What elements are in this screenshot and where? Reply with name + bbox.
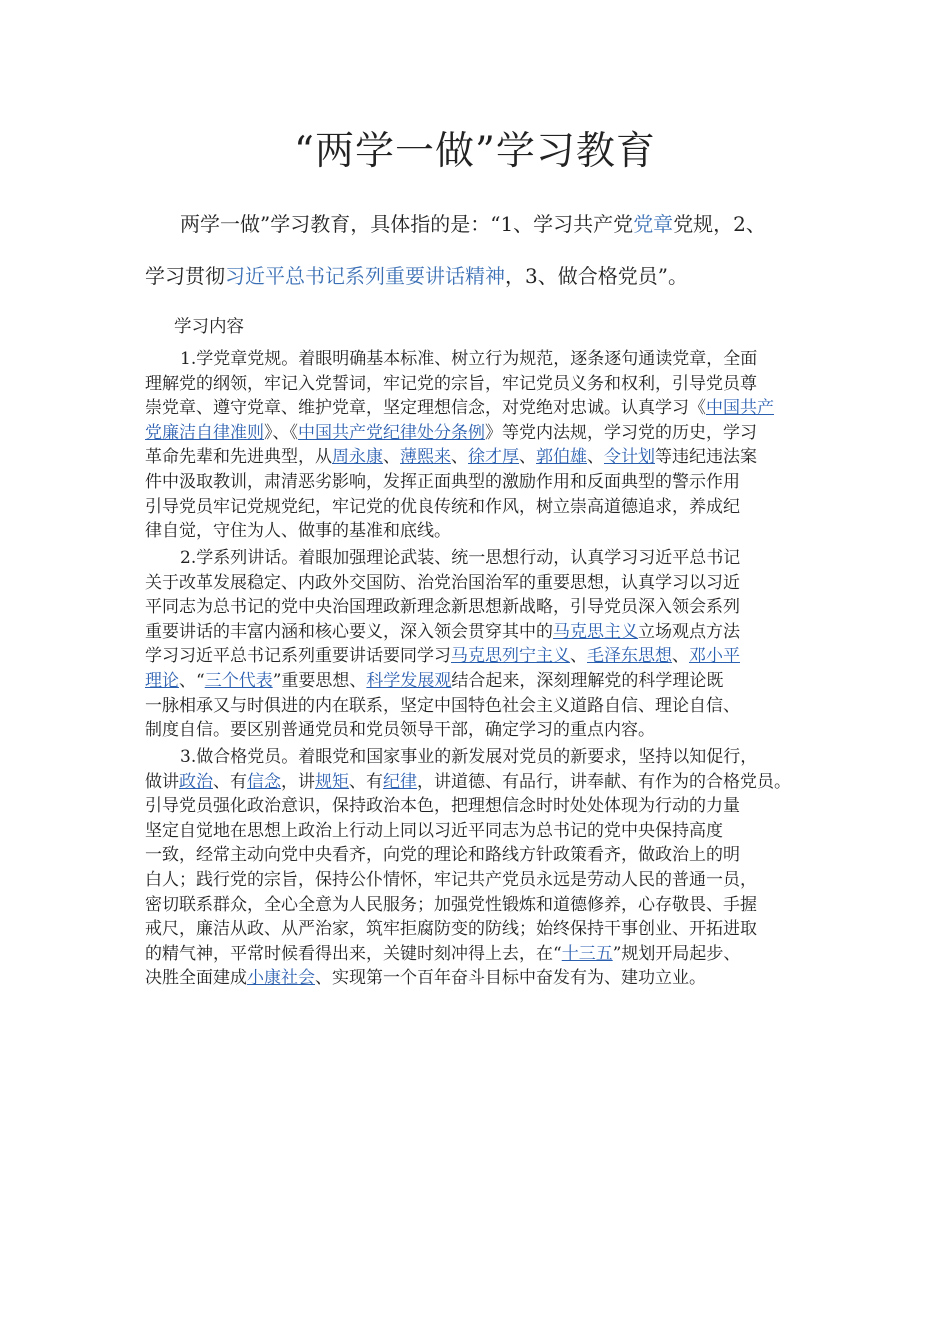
intro-keyword-link[interactable]: 习近平总书记系列重要讲话精神 bbox=[225, 264, 505, 288]
text-run: 戒尺，廉洁从政、从严治家，筑牢拒腐防变的防线；始终保持干事创业、开拓进取 bbox=[145, 919, 757, 940]
text-run: 白人；践行党的宗旨，保持公仆情怀，牢记共产党员永远是劳动人民的普通一员， bbox=[145, 869, 757, 890]
text-line bbox=[145, 470, 821, 495]
text-run: 》、《 bbox=[264, 422, 298, 443]
text-run: 律自觉，守住为人、做事的基准和底线。 bbox=[145, 521, 451, 542]
hyperlink[interactable]: 三个代表 bbox=[204, 670, 273, 691]
text-run: 、 bbox=[587, 447, 604, 468]
text-run: 引导党员牢记党规党纪，牢记党的优良传统和作风，树立崇高道德追求，养成纪 bbox=[145, 496, 740, 517]
hyperlink[interactable]: 十三五 bbox=[561, 943, 613, 964]
hyperlink[interactable]: 令计划 bbox=[604, 447, 655, 468]
text-line bbox=[145, 694, 821, 719]
section-qualified-member bbox=[145, 745, 821, 991]
text-run: 、有 bbox=[213, 771, 247, 792]
hyperlink[interactable]: 徐才厚 bbox=[468, 447, 519, 468]
text-run: 理解党的纲领，牢记入党誓词，牢记党的宗旨，牢记党员义务和权利，引导党员尊 bbox=[145, 373, 757, 394]
text-run: 关于改革发展稳定、内政外交国防、治党治国治军的重要思想，认真学习以习近 bbox=[145, 572, 740, 593]
text-run: 、 bbox=[451, 447, 468, 468]
text-run: 密切联系群众，全心全意为人民服务；加强党性锻炼和道德修养，心存敬畏、手握 bbox=[145, 894, 757, 915]
hyperlink[interactable]: 纪律 bbox=[383, 771, 417, 792]
text-run: 制度自信。要区别普通党员和党员领导干部，确定学习的重点内容。 bbox=[145, 720, 655, 741]
text-line bbox=[145, 421, 821, 446]
text-line bbox=[145, 372, 821, 397]
text-run: 、“ bbox=[179, 670, 205, 691]
hyperlink[interactable]: 规矩 bbox=[315, 771, 349, 792]
text-line bbox=[145, 942, 821, 967]
hyperlink[interactable]: 党廉洁自律准则 bbox=[145, 422, 264, 443]
hyperlink[interactable]: 马克思主义 bbox=[553, 621, 638, 642]
text-run: 立场观点方法 bbox=[638, 621, 740, 642]
text-run: 、 bbox=[519, 447, 536, 468]
text-run: 学习习近平总书记系列重要讲话要同学习 bbox=[145, 646, 451, 667]
hyperlink[interactable]: 科学发展观 bbox=[366, 670, 452, 691]
intro-line-2 bbox=[145, 260, 817, 289]
text-run: 》等党内法规，学习党的历史，学习 bbox=[485, 422, 757, 443]
page-title: “两学一做”学习教育 bbox=[294, 129, 656, 174]
hyperlink[interactable]: 小康社会 bbox=[247, 968, 315, 989]
hyperlink[interactable]: 信念 bbox=[247, 771, 281, 792]
intro-line-1 bbox=[180, 208, 820, 237]
text-line bbox=[145, 519, 821, 544]
hyperlink[interactable]: 马克思列宁主义 bbox=[451, 646, 570, 667]
text-run: 的精气神，平常时候看得出来，关键时刻冲得上去，在“ bbox=[145, 943, 562, 964]
text-run: 、 bbox=[383, 447, 400, 468]
hyperlink[interactable]: 薄熙来 bbox=[400, 447, 451, 468]
text-line bbox=[145, 819, 821, 844]
hyperlink[interactable]: 理论 bbox=[145, 670, 179, 691]
text-run: 、有 bbox=[349, 771, 383, 792]
text-line bbox=[145, 917, 821, 942]
intro-text: ，3、做合格党员”。 bbox=[505, 264, 688, 288]
text-run: 件中汲取教训，肃清恶劣影响，发挥正面典型的激励作用和反面典型的警示作用 bbox=[145, 471, 740, 492]
text-line bbox=[145, 347, 821, 372]
text-line bbox=[145, 966, 821, 991]
text-run: 、 bbox=[570, 646, 587, 667]
section-party-rules bbox=[145, 347, 821, 544]
hyperlink[interactable]: 郭伯雄 bbox=[536, 447, 587, 468]
text-run: 引导党员强化政治意识，保持政治本色，把理想信念时时处处体现为行动的力量 bbox=[145, 796, 740, 817]
intro-text: 学习贯彻 bbox=[145, 264, 225, 288]
text-run: 、实现第一个百年奋斗目标中奋发有为、建功立业。 bbox=[315, 968, 706, 989]
text-line bbox=[145, 868, 821, 893]
text-run: 一脉相承又与时俱进的内在联系，坚定中国特色社会主义道路自信、理论自信、 bbox=[145, 695, 740, 716]
hyperlink[interactable]: 中国共产 bbox=[706, 398, 774, 419]
text-line bbox=[145, 843, 821, 868]
text-run: 重要讲话的丰富内涵和核心要义，深入领会贯穿其中的 bbox=[145, 621, 553, 642]
text-line bbox=[145, 546, 821, 571]
text-run: 3.做合格党员。着眼党和国家事业的新发展对党员的新要求，坚持以知促行， bbox=[180, 747, 758, 767]
hyperlink[interactable]: 政治 bbox=[179, 771, 213, 792]
text-line bbox=[145, 669, 821, 694]
hyperlink[interactable]: 周永康 bbox=[332, 447, 383, 468]
text-run: 决胜全面建成 bbox=[145, 968, 247, 989]
section-speeches bbox=[145, 546, 821, 743]
text-line bbox=[145, 396, 821, 421]
text-run: 结合起来，深刻理解党的科学理论既 bbox=[451, 670, 724, 691]
text-line bbox=[145, 620, 821, 645]
hyperlink[interactable]: 毛泽东思想 bbox=[587, 646, 672, 667]
text-run: 革命先辈和先进典型，从 bbox=[145, 447, 332, 468]
text-line bbox=[145, 445, 821, 470]
text-run: 坚定自觉地在思想上政治上行动上同以习近平同志为总书记的党中央保持高度 bbox=[145, 820, 723, 841]
section-heading: 学习内容 bbox=[174, 317, 244, 337]
hyperlink[interactable]: 中国共产党纪律处分条例 bbox=[298, 422, 485, 443]
text-run: ”规划开局起步、 bbox=[612, 943, 741, 964]
text-line bbox=[145, 893, 821, 918]
text-line bbox=[145, 495, 821, 520]
text-run: 2.学系列讲话。着眼加强理论武装、统一思想行动，认真学习习近平总书记 bbox=[180, 548, 741, 568]
text-run: 等违纪违法案 bbox=[655, 447, 757, 468]
hyperlink[interactable]: 邓小平 bbox=[689, 646, 740, 667]
text-line bbox=[145, 770, 821, 795]
text-line bbox=[145, 595, 821, 620]
text-line bbox=[145, 718, 821, 743]
text-run: 、 bbox=[672, 646, 689, 667]
text-run: 做讲 bbox=[145, 771, 179, 792]
text-run: ，讲道德、有品行，讲奉献、有作为的合格党员。 bbox=[417, 771, 791, 792]
intro-keyword-link[interactable]: 党章 bbox=[633, 212, 674, 236]
text-line bbox=[145, 571, 821, 596]
text-run: ，讲 bbox=[281, 771, 315, 792]
intro-text: 两学一做”学习教育，具体指的是：“1、学习共产党 bbox=[180, 212, 634, 236]
text-run: 平同志为总书记的党中央治国理政新理念新思想新战略，引导党员深入领会系列 bbox=[145, 597, 740, 618]
text-run: ”重要思想、 bbox=[272, 670, 367, 691]
intro-text: 党规，2、 bbox=[673, 212, 766, 236]
text-run: 1.学党章党规。着眼明确基本标准、树立行为规范，逐条逐句通读党章，全面 bbox=[180, 349, 758, 369]
text-line bbox=[145, 794, 821, 819]
text-line bbox=[145, 644, 821, 669]
text-line bbox=[145, 745, 821, 770]
text-run: 一致，经常主动向党中央看齐，向党的理论和路线方针政策看齐，做政治上的明 bbox=[145, 845, 740, 866]
text-run: 崇党章、遵守党章、维护党章，坚定理想信念，对党绝对忠诚。认真学习《 bbox=[145, 398, 706, 419]
